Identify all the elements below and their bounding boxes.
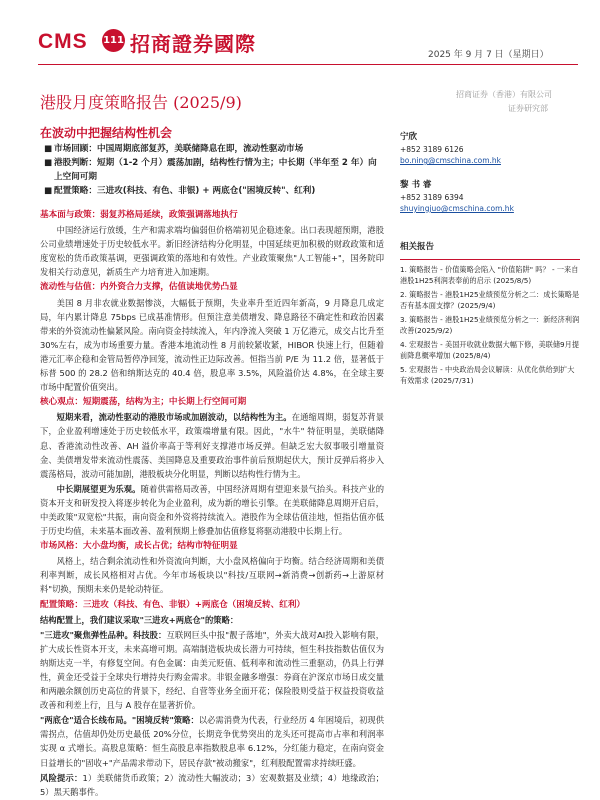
analyst-email-link[interactable]: bo.ning@cmschina.com.hk [400,156,501,165]
related-report-item[interactable]: 1. 策略报告 - 价值策略会陷入 "价值陷阱" 吗？ - 一来自港股1H25利润表奉前的启示 (2025/8/5) [400,265,579,285]
body-paragraph: 美国 8 月非农就业数据惨淡，大幅低于预期，失业率升至近四年新高，9 月降息几成定局，年内累计降息 75bps 已成基准情形。但预注意美债增发、降息路径不确定性和政治因素带来的外资流动性偏紧风险。南向资金持续流入，年内净流入突破 1 万亿港元，成交占比升至 30%左右，成为市场重要力量。香港本地流动性 8 月前较紧收紧，HIBOR 快速上行，但随着港元汇率企稳和金管局暂停净回笼，流动性正边际改善。恒指当前 P/E 为 11.2 倍，显著低于标普 500 的 28.2 倍和纳斯达克的 40.4 倍，股息率 3.5%，风险溢价达 4.8%，在全球主要市场中配置价值突出。 [40,297,384,393]
paragraph-lead: 中长期展望更为乐观。 [56,483,141,494]
analyst-name: 宁欣 [400,132,418,142]
body-paragraph: 中国经济运行放缓，生产和需求端均偏弱但价格端初见企稳迹象。出口表现超预期，港股公司业绩增速处于历史较低水平。新旧经济结构分化明显，中国延续更加积极的财政政策和适度宽松的货币政策基调，更强调政策的落地和有效性。产业政策聚焦"人工智能+"，国务院印发相关行动意见，新质生产力培育进入加速期。 [40,225,384,278]
bullet-icon: ■ [44,186,53,196]
report-date: 2025 年 9 月 7 日（星期日） [428,50,549,60]
related-report-item[interactable]: 5. 宏观报告 - 中央政治局会议解读：从优化供给到扩大有效需求 (2025/7/31) [400,365,575,385]
related-report-item[interactable]: 4. 宏观报告 - 美国开收就业数据大幅下修，美联储9月提前降息概率增加 (2025/8/4) [400,340,580,360]
analyst-name: 黎 书 睿 [400,180,432,190]
organization [456,88,552,116]
paragraph-text: 在通缩周期，弱复苏背景下，企业盈利增速处于历史较低水平，政策端增量有限。因此，"水牛" 特征明显，美联储降息、香港流动性改善、AH 溢价率高于等利好支撑港市场反弹。但缺乏宏大叙事吸引增量资金、美债增发带来流动性震荡、美国降息及重要政治事件前后预期起伏大，预计反弹后将步入震荡格局，波动可能加剧，港股板块分化明显，判断以结构性行情为主。 [40,412,384,479]
report-subtitle: 在波动中把握结构性机会 [40,126,173,140]
body-paragraph [40,613,384,627]
body-paragraph [40,628,384,713]
header-divider [38,64,578,65]
body-paragraph: 风格上，结合剩余流动性和外资流向判断，大小盘风格偏向于均衡。结合经济周期和美债利率判断，成长风格相对占优。今年市场板块以"科技/互联网→新消费→创新药→上游原材料"切换，预期未来仍是轮动特征。 [40,556,384,595]
analyst-card [400,180,580,214]
sidebar [400,132,580,389]
logo-cms: CMS [38,30,88,53]
summary-bullets [44,142,382,198]
paragraph-lead: "三进攻"聚焦弹性品种。科技股： [40,629,167,640]
summary-bullet: ■ 市场回顾：中国周期底部复苏，美联储降息在即，流动性驱动市场 [44,144,304,154]
section-heading: 配置策略：三进攻（科技、有色、非银）+两底仓（困境反转、红利） [40,599,306,610]
summary-bullet: ■ 配置策略：三进攻(科技、有色、非银) + 两底仓("困境反转"、红利) [44,186,316,196]
related-reports-list [400,264,580,386]
section-heading: 流动性与估值：内外资合力支撑，估值读地优势凸显 [40,282,238,293]
logo-seal-icon: 111 [102,29,125,52]
related-reports-title: 相关报告 [400,242,435,252]
analyst-phone: +852 3189 6394 [400,193,464,202]
analyst-card [400,132,580,166]
section-heading: 基本面与政策：弱复苏格局延续，政策强调落地执行 [40,210,238,220]
main-body [40,207,384,800]
related-divider [400,259,580,260]
paragraph-text: 随着供需格局改善，中国经济周期有望迎来景气抬头。科技产业的资本开支和研发投入将逐步转化为企业盈利，成为新的增长引擎。在美联储降息周期开启后，中美政策"双宽松"共振，南向资金和外资将持续流入。港股作为全球估值洼地，恒指估值亦低于历史均值，未来基本面改善、盈利预期上修叠加估值修复将驱动港股中长期上行。 [40,483,384,537]
section-heading: 核心观点：短期震荡，结构为主；中长期上行空间可期 [40,397,247,408]
body-paragraph [40,771,384,799]
paragraph-lead: 风险提示： [40,772,83,783]
paragraph-lead: 结构配置上，我们建议采取"三进攻+两底仓"的策略： [40,614,239,625]
analyst-phone: +852 3189 6126 [400,145,464,154]
org-dept: 证券研究部 [508,104,548,113]
report-title: 港股月度策略报告 (2025/9) [40,93,242,112]
analyst-email-link[interactable]: shuyingjuo@cmschina.com.hk [400,204,514,213]
related-report-item[interactable]: 3. 策略报告 - 港股1H25业绩预览分析之一：新经济利润改善(2025/9/2) [400,315,580,335]
related-report-item[interactable]: 2. 策略报告 - 港股1H25业绩预览分析之二：成长策略是否有基本面支撑？(2025/9/4) [400,290,580,310]
org-name: 招商证券（香港）有限公司 [456,90,552,99]
section-heading: 市场风格：大小盘均衡，成长占优；结构市特征明显 [40,541,238,552]
report-header [0,0,600,60]
body-paragraph [40,410,384,480]
paragraph-lead: "两底仓"适合长线布局。"困境反转"策略： [40,715,199,726]
logo-company-name: 招商證券國際 [130,32,256,56]
paragraph-text: 互联网巨头中报"靓子落地"，外卖大战对AI投入影响有限，扩大成长性资本开支，未来高增可期。高端制造板块成长潜力可持续，恒生科技指数估值仅为纳斯达克一半，有修复空间。有色金属：由美元贬值、低利率和流动性三重驱动，仍具上行弹性，黄金还受益于全球央行增持央行购金需求。非银金融多增强：券商在沪深京市场日成交量和两融余额创历史高位的背景下，经纪、自营等业务全面开花；保险股则受益于权益投资收益改善和利差上行，且与 A 股存在显著折价。 [40,629,384,711]
summary-bullet: ■ 港股判断：短期（1-2 个月）震荡加剧，结构性行情为主；中长期（半年至 2 年）向上空间可期 [44,158,377,182]
paragraph-text: 以必需消费为代表，行业经历 4 年困境后，初现供需拐点，估值却仍处历史最低 20%分位，长期竞争优势突出的龙头还可提高市占率和利润率实现 α 式增长。高股息策略：恒生高股息率指数股息率 6.12%，分红能力稳定，在南向资金日益增长的"固收+"产品需求带动下，居民存款"被动搬家"，红利股配置需求持续旺盛。 [40,715,384,768]
body-paragraph [40,713,384,769]
body-paragraph [40,482,384,538]
paragraph-text: 1）美联储货币政策；2）流动性大幅波动；3）宏观数据及业绩；4）地缘政治；5）黑天鹅事件。 [40,772,384,797]
paragraph-lead: 短期来看，流动性驱动的港股市场或加剧波动，以结构性为主。 [56,412,292,423]
bullet-icon: ■ [44,158,53,168]
bullet-icon: ■ [44,144,53,154]
